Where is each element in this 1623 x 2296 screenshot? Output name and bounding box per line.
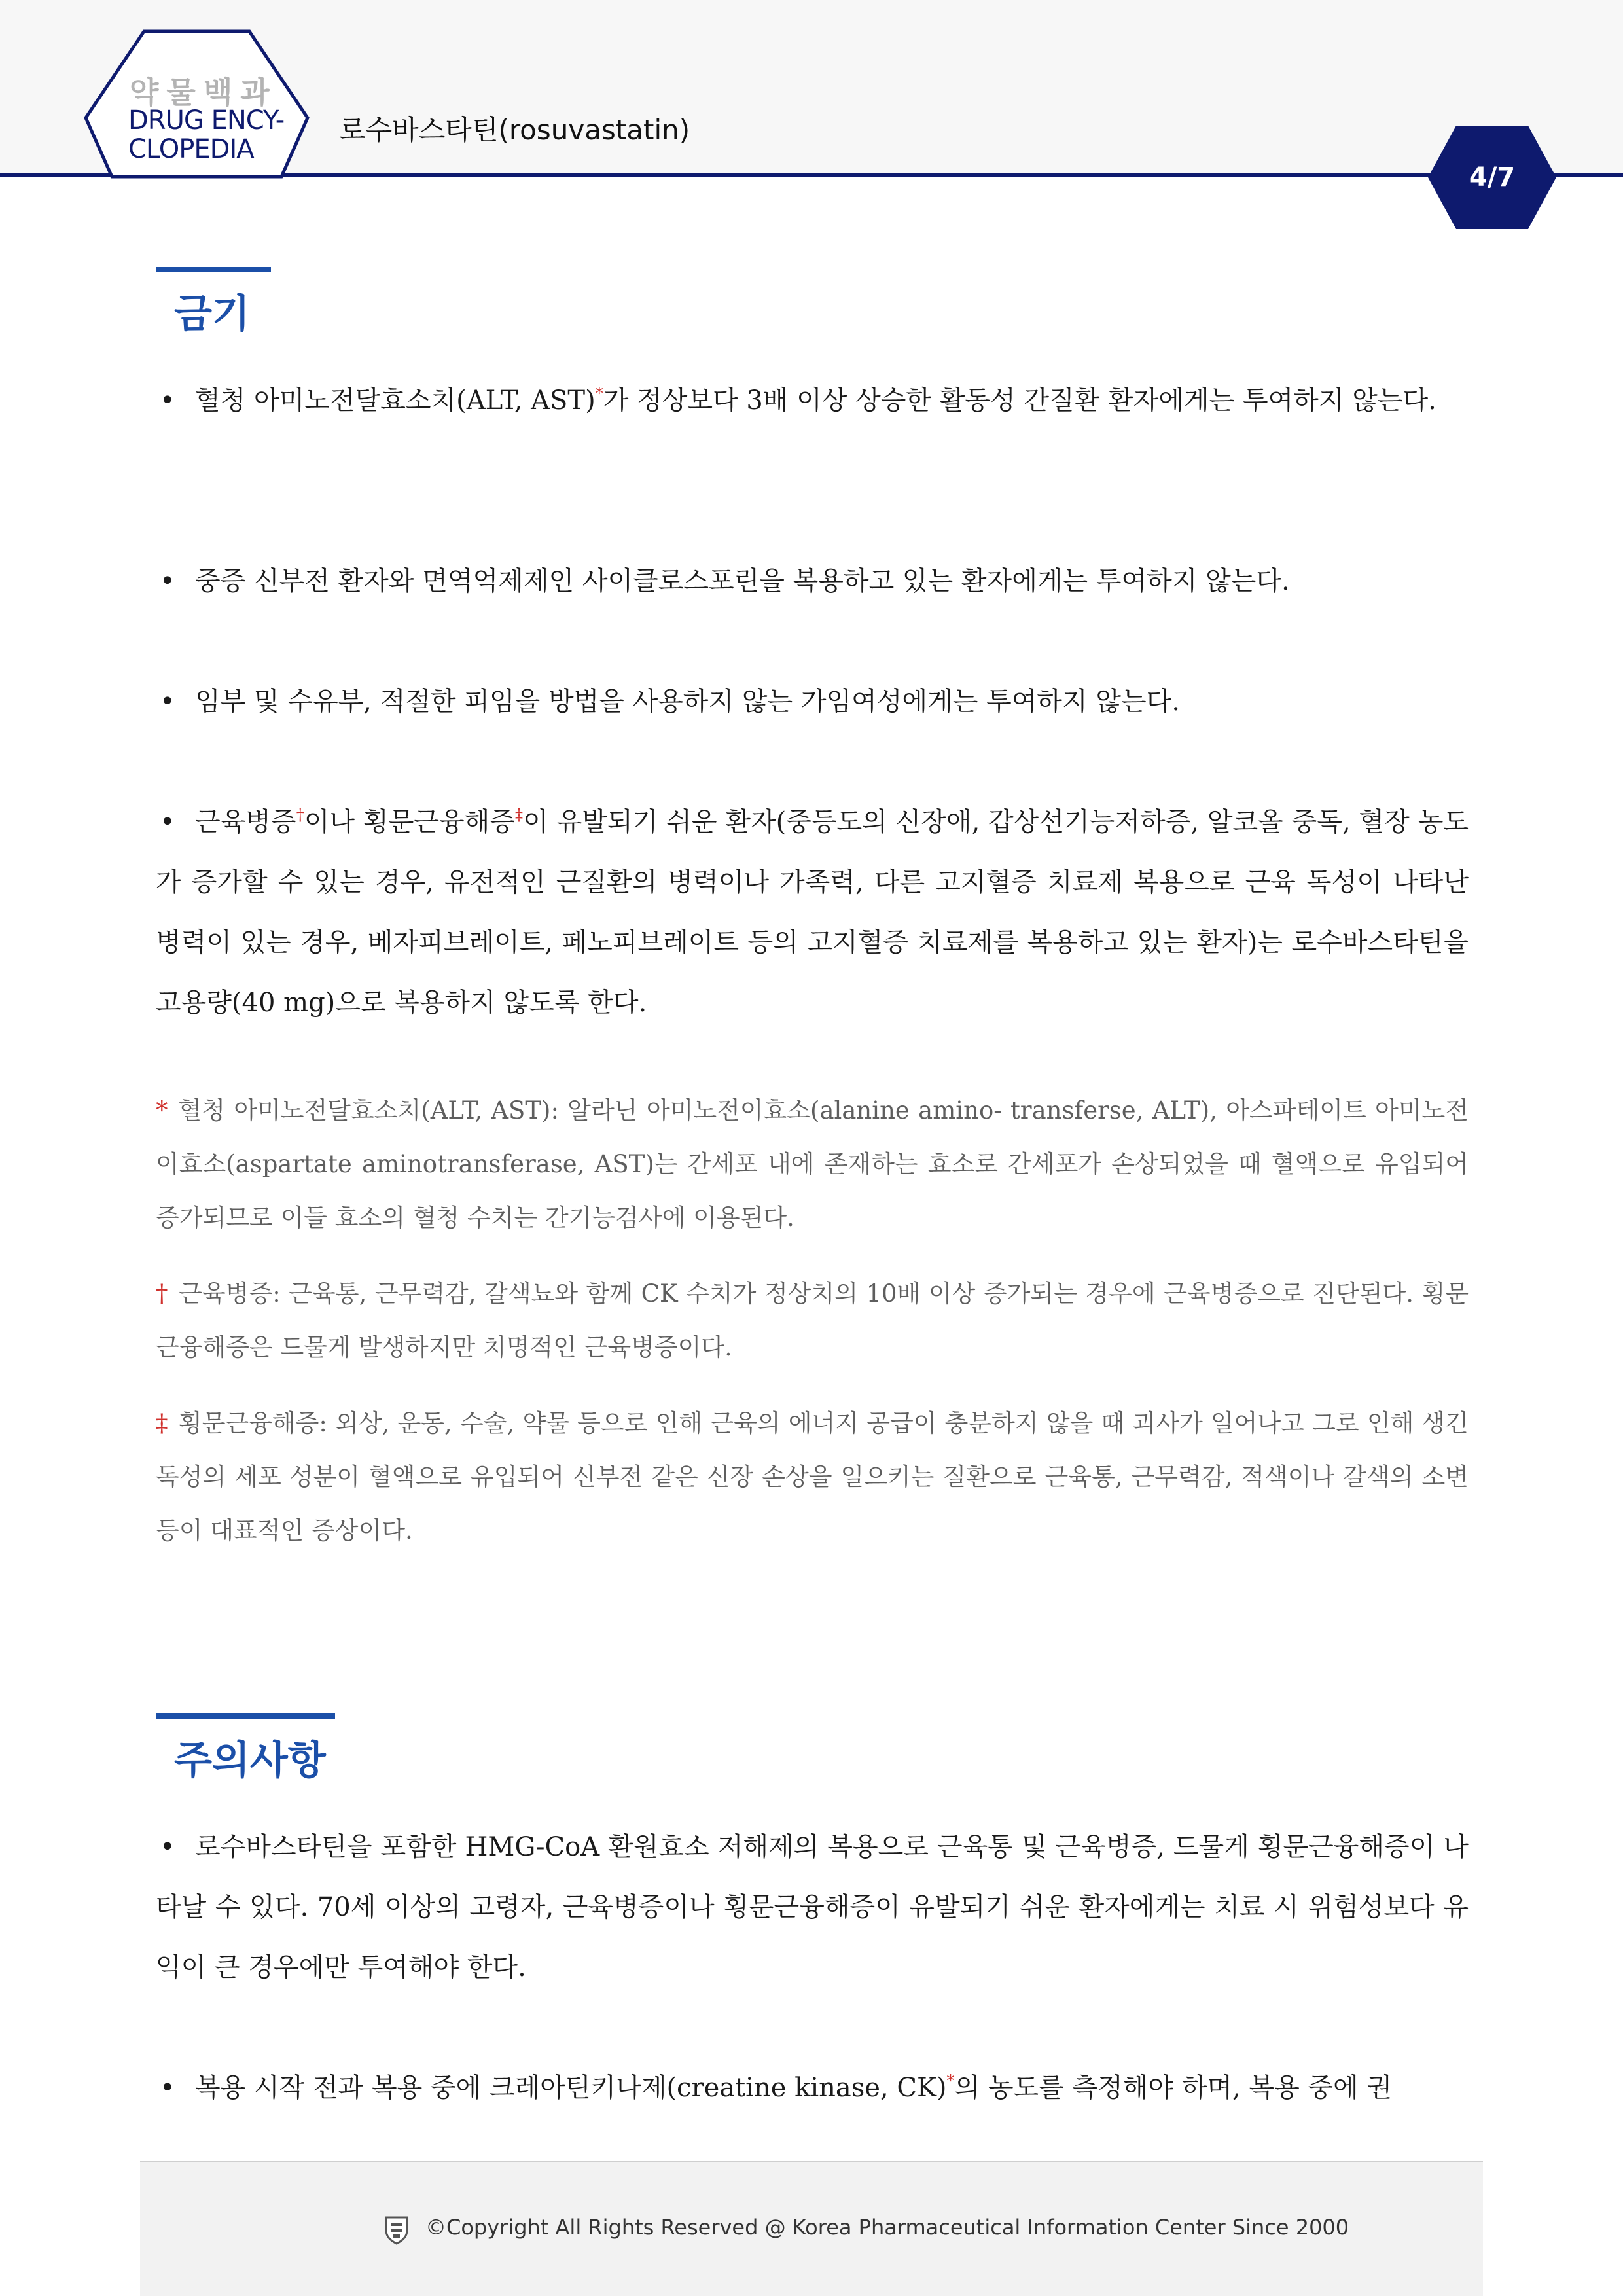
section-title-underline (156, 267, 271, 272)
logo (84, 29, 310, 179)
footnote-marker: † (296, 806, 304, 824)
list-item: • 혈청 아미노전달효소치(ALT, AST)*가 정상보다 3배 이상 상승한 활동성 간질환 환자에게는 투여하지 않는다. (156, 370, 1469, 431)
footnote: * 혈청 아미노전달효소치(ALT, AST): 알라닌 아미노전이효소(alanine amino- transferse, ALT), 아스파테이트 아미노전이효소(aspartate aminotransferase, AST)는 간세포 내에 존재하는 효소로 간세포가 손상되었을 때 혈액으로 유입되어 증가되므로 이들 효소의 혈청 수치는 간기능검사에 이용된다. (156, 1096, 1469, 1232)
footnote-marker: * (595, 384, 603, 403)
logo-english-line-2: CLOPEDIA (128, 134, 254, 164)
list-item: • 복용 시작 전과 복용 중에 크레아틴키나제(creatine kinase, CK)*의 농도를 측정해야 하며, 복용 중에 권 (156, 2058, 1469, 2118)
list-item: • 임부 및 수유부, 적절한 피임을 방법을 사용하지 않는 가임여성에게는 투여하지 않는다. (156, 672, 1469, 732)
list-item: • 중증 신부전 환자와 면역억제제인 사이클로스포린을 복용하고 있는 환자에게는 투여하지 않는다. (156, 551, 1469, 611)
bullet-dot: • (160, 1832, 175, 1862)
logo-english-line-1: DRUG ENCY- (128, 105, 285, 135)
section-title-contraindications: 금기 (174, 291, 250, 337)
footnote-symbol: ‡ (156, 1409, 168, 1437)
footnote-marker: ‡ (514, 806, 524, 824)
list-item: • 근육병증†이나 횡문근융해증‡이 유발되기 쉬운 환자(중등도의 신장애, 갑상선기능저하증, 알코올 중독, 혈장 농도가 증가할 수 있는 경우, 유전적인 근질환의 병력이나 가족력, 다른 고지혈증 치료제 복용으로 근육 독성이 나타난 병력이 있는 경우, 베자피브레이트, 페노피브레이트 등의 고지혈증 치료제를 복용하고 있는 환자)는 로수바스타틴을 고용량(40 mg)으로 복용하지 않도록 한다. (156, 792, 1469, 1033)
bullet-dot: • (160, 2073, 175, 2103)
page-number: 4/7 (1469, 162, 1516, 192)
footnote-marker: * (946, 2072, 955, 2090)
list-item: • 로수바스타틴을 포함한 HMG-CoA 환원효소 저해제의 복용으로 근육통 및 근육병증, 드물게 횡문근융해증이 나타날 수 있다. 70세 이상의 고령자, 근육병증이나 횡문근융해증이 유발되기 쉬운 환자에게는 치료 시 위험성보다 유익이 큰 경우에만 투여해야 한다. (156, 1817, 1469, 1998)
bullet-dot: • (160, 687, 175, 717)
footnote: ‡ 횡문근융해증: 외상, 운동, 수술, 약물 등으로 인해 근육의 에너지 공급이 충분하지 않을 때 괴사가 일어나고 그로 인해 생긴 독성의 세포 성분이 혈액으로 유입되어 신부전 같은 신장 손상을 일으키는 질환으로 근육통, 근무력감, 적색이나 갈색의 소변 등이 대표적인 증상이다. (156, 1409, 1469, 1545)
copyright-text: ©Copyright All Rights Reserved @ Korea Pharmaceutical Information Center Since 2000 (425, 2215, 1349, 2240)
footnote-symbol: † (156, 1280, 169, 1308)
bullet-dot: • (160, 386, 175, 416)
section-title-precautions: 주의사항 (174, 1738, 326, 1784)
section-title-underline (156, 1713, 335, 1719)
footnote: † 근육병증: 근육통, 근무력감, 갈색뇨와 함께 CK 수치가 정상치의 10배 이상 증가되는 경우에 근육병증으로 진단된다. 횡문근융해증은 드물게 발생하지만 치명적인 근육병증이다. (156, 1280, 1469, 1361)
bullet-dot: • (160, 807, 175, 837)
bullet-dot: • (160, 566, 175, 596)
shield-logo-icon (383, 2215, 410, 2245)
footnote-symbol: * (156, 1096, 168, 1124)
logo-korean-text: 약물백과 (130, 75, 277, 110)
drug-title: 로수바스타틴(rosuvastatin) (339, 114, 690, 146)
